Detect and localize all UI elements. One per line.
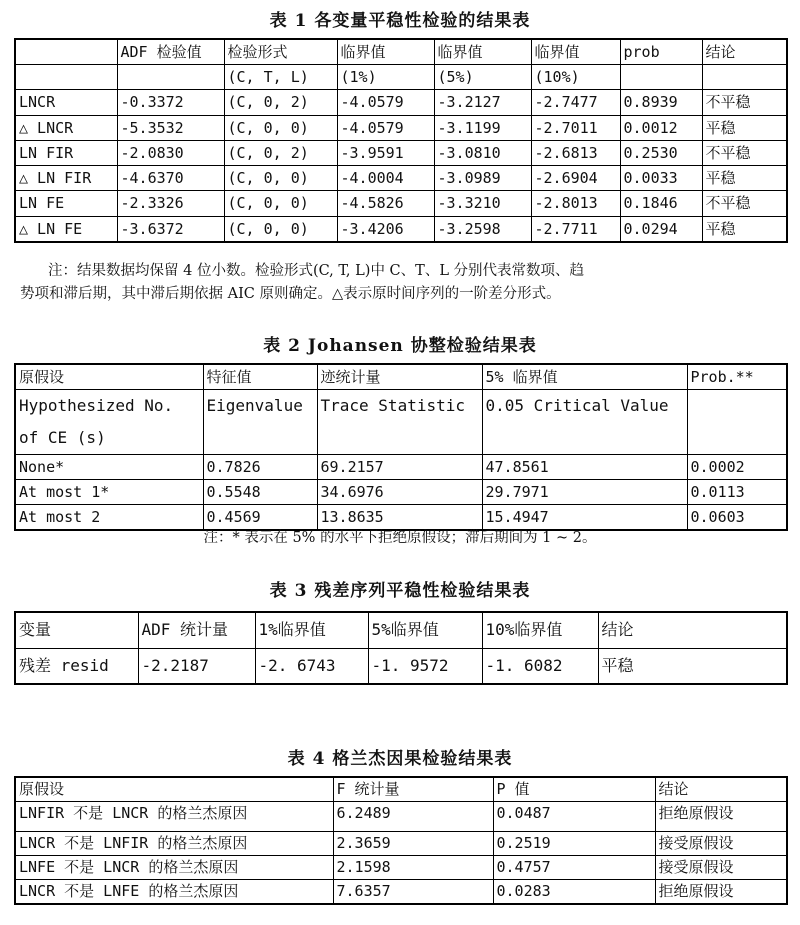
table-cell: -3.0810 [434,140,531,165]
table-cell: -2.7477 [531,90,620,115]
table-cell: 29.7971 [482,480,687,505]
table-cell: 69.2157 [317,455,482,480]
header-cell: Eigenvalue [203,390,317,455]
table1-note-line2: 势项和滞后期，其中滞后期依据 AIC 原则确定。△表示原时间序列的一阶差分形式。 [20,286,561,302]
header-cell: 临界值 [434,39,531,65]
table-row [15,166,787,191]
variable-cell: LN FIR [15,140,117,165]
table-cell: 0.0113 [687,480,787,505]
table1-note-line1: 注：结果数据均保留 4 位小数。检验形式(C, T, L)中 C、T、L 分别代表常数项、趋 [48,263,585,279]
table-cell: 2.3659 [333,832,493,856]
header-cell: 结论 [598,612,787,648]
table-cell: 0.4757 [493,856,655,880]
table-cell: 0.0033 [620,166,702,191]
header-cell: Trace Statistic [317,390,482,455]
conclusion-cell: 平稳 [598,648,787,684]
header-cell: 检验形式 [224,39,337,65]
header-cell: (5%) [434,65,531,90]
header-cell: 5%临界值 [368,612,482,648]
table-cell: 0.0012 [620,115,702,140]
conclusion-cell: 拒绝原假设 [655,880,787,905]
table-cell: 47.8561 [482,455,687,480]
table-cell: -1. 9572 [368,648,482,684]
conclusion-cell: 平稳 [702,166,787,191]
header-cell [687,390,787,455]
table-cell: 13.8635 [317,505,482,531]
table-cell: 0.1846 [620,191,702,216]
table-cell: -0.3372 [117,90,224,115]
header-cell: (1%) [337,65,434,90]
table-cell: -4.0004 [337,166,434,191]
header-cell: F 统计量 [333,777,493,802]
table-cell: 0.4569 [203,505,317,531]
table-row [15,455,787,480]
table-cell: -5.3532 [117,115,224,140]
header-cell: 0.05 Critical Value [482,390,687,455]
table-cell: 0.0603 [687,505,787,531]
header-cell: 特征值 [203,364,317,390]
stationarity-test-table [14,38,788,243]
table-row [15,90,787,115]
header-cell: 变量 [15,612,138,648]
table-row [15,115,787,140]
header-cell: prob [620,39,702,65]
table-cell: -2.6813 [531,140,620,165]
table-cell: -1. 6082 [482,648,598,684]
table-cell: -2.8013 [531,191,620,216]
table1-note [20,260,790,283]
table-cell: (C, 0, 0) [224,166,337,191]
table-header-row [15,612,787,648]
variable-cell: △ LN FE [15,216,117,242]
table-cell: LNFIR 不是 LNCR 的格兰杰原因 [15,802,333,832]
table-row [15,856,787,880]
conclusion-cell: 平稳 [702,115,787,140]
table-cell: (C, 0, 2) [224,140,337,165]
table4-caption: 表 4 格兰杰因果检验结果表 [287,749,513,769]
header-cell [620,65,702,90]
table-cell: -3.2598 [434,216,531,242]
header-cell: ADF 统计量 [138,612,255,648]
table-cell: 6.2489 [333,802,493,832]
table-cell: -2.0830 [117,140,224,165]
table2-caption: 表 2 Johansen 协整检验结果表 [263,336,537,356]
table-cell: -2. 6743 [255,648,368,684]
johansen-test-table [14,363,788,531]
header-cell-hypothesis [15,390,203,455]
header-cell: Prob.** [687,364,787,390]
table-cell: -2.6904 [531,166,620,191]
header-cell: 10%临界值 [482,612,598,648]
table-row [15,140,787,165]
residual-test-table [14,611,788,685]
header-cell [15,39,117,65]
header-cell: 1%临界值 [255,612,368,648]
table-row [15,216,787,242]
table-cell: LNFE 不是 LNCR 的格兰杰原因 [15,856,333,880]
table-cell: -3.9591 [337,140,434,165]
header-cell: P 值 [493,777,655,802]
table-cell: LNCR 不是 LNFIR 的格兰杰原因 [15,832,333,856]
table-cell: -4.5826 [337,191,434,216]
table-cell: (C, 0, 0) [224,216,337,242]
table-cell: None* [15,455,203,480]
header-cell: (10%) [531,65,620,90]
table-cell: 0.0283 [493,880,655,905]
table-header-row [15,364,787,390]
table-cell: -4.0579 [337,115,434,140]
header-cell [702,65,787,90]
conclusion-cell: 接受原假设 [655,832,787,856]
table-cell: -3.2127 [434,90,531,115]
header-cell: 结论 [702,39,787,65]
table-header-row [15,65,787,90]
variable-cell: LNCR [15,90,117,115]
table-cell: -2.3326 [117,191,224,216]
conclusion-cell: 接受原假设 [655,856,787,880]
table-cell: -3.1199 [434,115,531,140]
table-row [15,480,787,505]
table-cell: 0.7826 [203,455,317,480]
header-cell: (C, T, L) [224,65,337,90]
header-text: of CE (s) [19,428,106,447]
table-cell: At most 2 [15,505,203,531]
table-cell: -3.6372 [117,216,224,242]
conclusion-cell: 不平稳 [702,191,787,216]
table-cell: 34.6976 [317,480,482,505]
conclusion-cell: 拒绝原假设 [655,802,787,832]
table-cell: 0.2519 [493,832,655,856]
table-header-row [15,777,787,802]
header-cell: ADF 检验值 [117,39,224,65]
table1-caption: 表 1 各变量平稳性检验的结果表 [269,11,531,31]
table-cell: (C, 0, 0) [224,191,337,216]
table-row [15,832,787,856]
table-cell: 7.6357 [333,880,493,905]
table-cell: At most 1* [15,480,203,505]
variable-cell: LN FE [15,191,117,216]
header-cell [117,65,224,90]
variable-cell: △ LNCR [15,115,117,140]
table-cell: -3.3210 [434,191,531,216]
table3-caption: 表 3 残差序列平稳性检验结果表 [269,581,531,601]
table-cell: 0.8939 [620,90,702,115]
table-cell: 0.0002 [687,455,787,480]
conclusion-cell: 平稳 [702,216,787,242]
table-cell: LNCR 不是 LNFE 的格兰杰原因 [15,880,333,905]
table-cell: -4.6370 [117,166,224,191]
table-cell: -3.4206 [337,216,434,242]
header-cell: 临界值 [337,39,434,65]
table-cell: 0.5548 [203,480,317,505]
table-cell: 15.4947 [482,505,687,531]
table-cell: -2.7711 [531,216,620,242]
granger-test-table [14,776,788,905]
variable-cell: △ LN FIR [15,166,117,191]
table-row [15,802,787,832]
table-cell: -3.0989 [434,166,531,191]
header-cell: 结论 [655,777,787,802]
conclusion-cell: 不平稳 [702,140,787,165]
table-cell: (C, 0, 2) [224,90,337,115]
header-cell: 原假设 [15,364,203,390]
table-cell: 2.1598 [333,856,493,880]
header-cell: 临界值 [531,39,620,65]
table-cell: -2.2187 [138,648,255,684]
table-cell: 0.0294 [620,216,702,242]
header-cell: 迹统计量 [317,364,482,390]
table-cell: -2.7011 [531,115,620,140]
table-row [15,880,787,905]
table-cell: 0.0487 [493,802,655,832]
header-cell [15,65,117,90]
header-text: Hypothesized No. [19,396,174,415]
header-cell: 原假设 [15,777,333,802]
table-cell: -4.0579 [337,90,434,115]
table-row [15,191,787,216]
table-cell: 残差 resid [15,648,138,684]
table-cell: (C, 0, 0) [224,115,337,140]
conclusion-cell: 不平稳 [702,90,787,115]
header-cell: 5% 临界值 [482,364,687,390]
table-cell: 0.2530 [620,140,702,165]
table-header-row [15,39,787,65]
table1-note-cont [20,283,790,306]
table2-note: 注：* 表示在 5% 的水平下拒绝原假设；滞后期间为 1 ~ 2。 [203,530,597,546]
table-row [15,648,787,684]
